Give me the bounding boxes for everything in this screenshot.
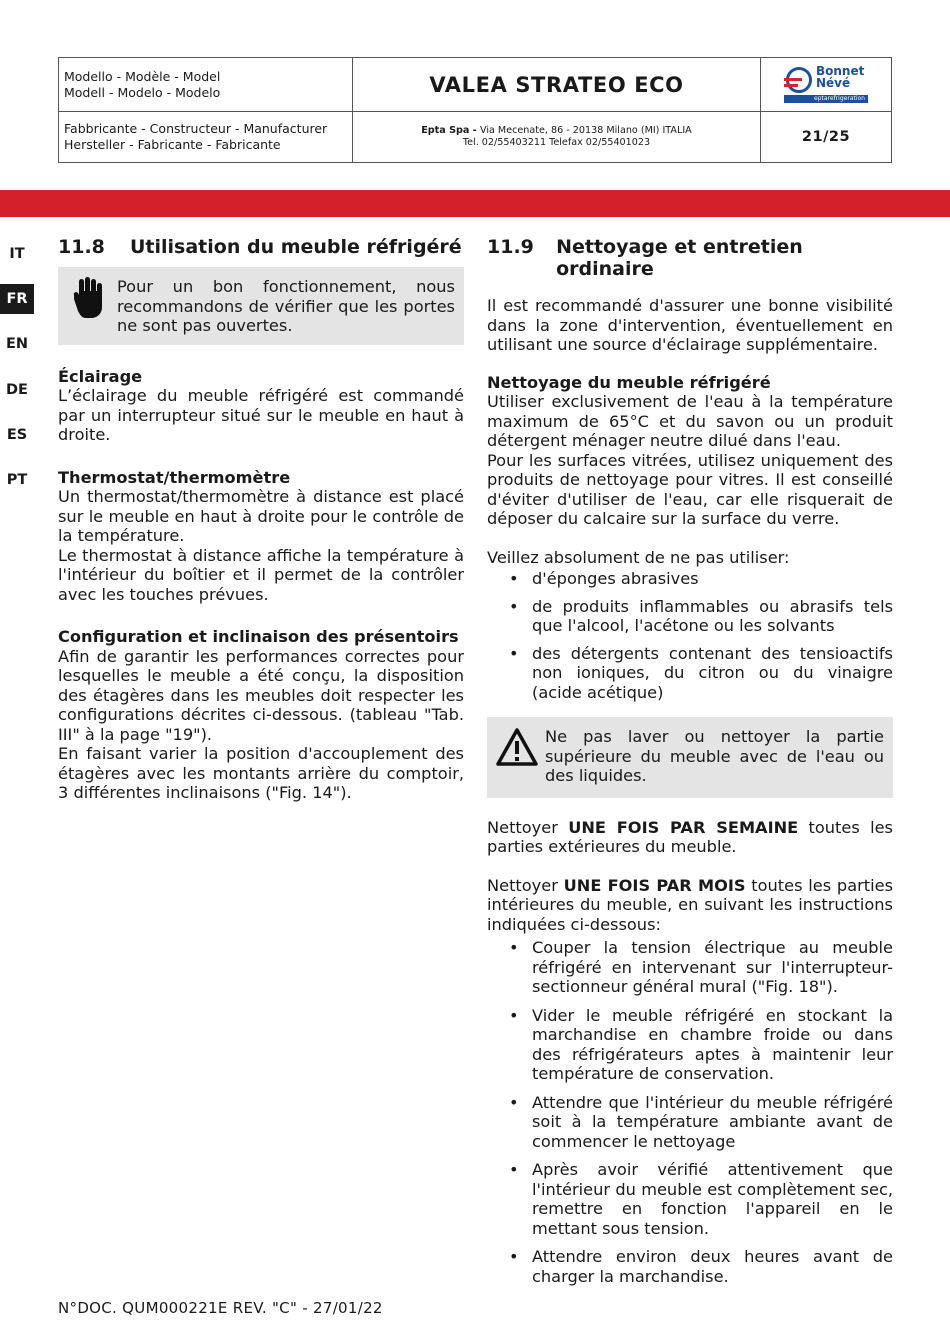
lighting-text: L’éclairage du meuble réfrigéré est commandé par un interrupteur situé sur le meuble en haut à droite. (58, 386, 464, 444)
document-number-footer: N°DOC. QUM000221E REV. "C" - 27/01/22 (58, 1299, 383, 1317)
warning-text: Ne pas laver ou nettoyer la partie supérieure du meuble avec de l'eau ou des liquides. (545, 727, 884, 785)
model-label-line1: Modello - Modèle - Model (64, 68, 221, 84)
avoid-list (487, 569, 893, 702)
manufacturer-label-line2: Hersteller - Fabricante - Fabricante (64, 137, 281, 152)
list-item: • Attendre que l'intérieur du meuble réfrigéré soit à la température ambiante avant de commencer le nettoyage (487, 1093, 893, 1152)
cleaning-title: Nettoyage du meuble réfrigéré (487, 372, 771, 392)
logo-subtext: eptarefrigeration (784, 95, 868, 103)
section-heading-11-9 (487, 236, 893, 280)
document-header (58, 57, 892, 163)
address-line1: Via Mecenate, 86 - 20138 Milano (MI) ITALIA (479, 125, 692, 136)
section-number: 11.9 (487, 236, 534, 258)
lang-tab-en[interactable]: EN (5, 336, 29, 352)
right-column (487, 236, 893, 1286)
model-label (59, 58, 353, 112)
weekly-cleaning-text: Nettoyer UNE FOIS PAR SEMAINE toutes les parties extérieures du meuble. (487, 817, 893, 856)
cleaning-text-1: Utiliser exclusivement de l'eau à la température maximum de 65°C et du savon ou un produit détergent ménager neutre dilué dans l'eau. (487, 392, 893, 450)
red-divider-band (0, 190, 950, 217)
section-title: Utilisation du meuble réfrigéré (130, 236, 462, 258)
lang-tab-it[interactable]: IT (9, 246, 25, 262)
address-line2: Tel. 02/55403211 Telefax 02/55401023 (462, 137, 651, 148)
list-item: • Couper la tension électrique au meuble réfrigéré en intervenant sur l'interrupteur-sectionneur général mural ("Fig. 18"). (487, 938, 893, 997)
company-name: Epta Spa - (421, 125, 480, 136)
model-label-line2: Modell - Modelo - Modelo (64, 84, 221, 100)
thermostat-text-2: Le thermostat à distance affiche la température à l'intérieur du boîtier et il permet de la contrôler avec les touches prévues. (58, 545, 464, 604)
monthly-cleaning-text: Nettoyer UNE FOIS PAR MOIS toutes les parties intérieures du meuble, en suivant les instructions indiquées ci-dessous: (487, 875, 894, 934)
list-item: • des détergents contenant des tensioactifs non ioniques, du citron ou du vinaigre (acide acétique) (487, 644, 893, 703)
brand-logo (761, 58, 891, 112)
cleaning-text-2: Pour les surfaces vitrées, utilisez uniquement des produits de nettoyage pour vitres. Il est conseillé d'éviter d'utiliser de l'eau, car elle risquerait de déposer du calcaire sur la surface du verre. (487, 450, 893, 528)
monthly-emphasis: UNE FOIS PAR MOIS (563, 875, 746, 895)
configuration-title: Configuration et inclinaison des présentoirs (58, 627, 459, 646)
manufacturer-label-line1: Fabbricante - Constructeur - Manufacturer (64, 121, 328, 136)
page-number: 21/25 (801, 129, 851, 145)
stop-hand-icon (71, 277, 105, 319)
warning-triangle-icon (495, 727, 539, 767)
list-item: • Vider le meuble réfrigéré en stockant la marchandise en chambre froide ou dans des réfrigérateurs aptes à maintenir leur température de conservation. (487, 1006, 893, 1084)
list-item: • Après avoir vérifié attentivement que l'intérieur du meuble est complètement sec, remettre en fonction l'appareil en le mettant sous tension. (487, 1160, 893, 1238)
logo-text-line1: Bonnet (816, 63, 865, 78)
lang-tab-de[interactable]: DE (6, 382, 28, 398)
usage-note-box (58, 267, 464, 345)
section-title: Nettoyage et entretien ordinaire (556, 236, 803, 280)
usage-note-text: Pour un bon fonctionnement, nous recommandons de vérifier que les portes ne sont pas ouvertes. (117, 277, 455, 335)
list-item: • d'éponges abrasives (487, 569, 893, 589)
warning-box (487, 717, 893, 798)
lighting-title: Éclairage (58, 366, 143, 386)
thermostat-title: Thermostat/thermomètre (58, 467, 291, 487)
avoid-intro: Veillez absolument de ne pas utiliser: (487, 547, 790, 567)
manufacturer-label (59, 112, 353, 162)
document-title: VALEA STRATEO ECO (353, 58, 761, 112)
section-number: 11.8 (58, 236, 105, 258)
section-heading-11-8 (58, 236, 464, 258)
lang-tab-es[interactable]: ES (6, 427, 28, 443)
lang-tab-fr[interactable]: FR (0, 284, 34, 314)
manufacturer-address (353, 112, 761, 162)
configuration-text-1: Afin de garantir les performances correctes pour lesquelles le meuble a été conçu, la disposition des étagères dans les meubles doit respecter les configurations décrites ci-dessous. (tableau "Tab. III" à la page "19"). (58, 646, 464, 744)
weekly-emphasis: UNE FOIS PAR SEMAINE (568, 817, 799, 837)
left-column (58, 236, 464, 803)
list-item: • de produits inflammables ou abrasifs tels que l'alcool, l'acétone ou les solvants (487, 597, 893, 636)
thermostat-text-1: Un thermostat/thermomètre à distance est placé sur le meuble en haut à droite pour le contrôle de la température. (58, 487, 464, 545)
logo-text-line2: Névé (816, 75, 851, 90)
list-item: • Attendre environ deux heures avant de charger la marchandise. (487, 1247, 893, 1286)
lang-tab-pt[interactable]: PT (6, 472, 28, 488)
intro-text: Il est recommandé d'assurer une bonne visibilité dans la zone d'intervention, éventuellement en utilisant une source d'éclairage supplémentaire. (487, 296, 893, 354)
cleaning-steps-list (487, 938, 893, 1286)
configuration-text-2: En faisant varier la position d'accouplement des étagères avec les montants arrière du comptoir, 3 différentes inclinaisons ("Fig. 14"). (58, 744, 464, 802)
